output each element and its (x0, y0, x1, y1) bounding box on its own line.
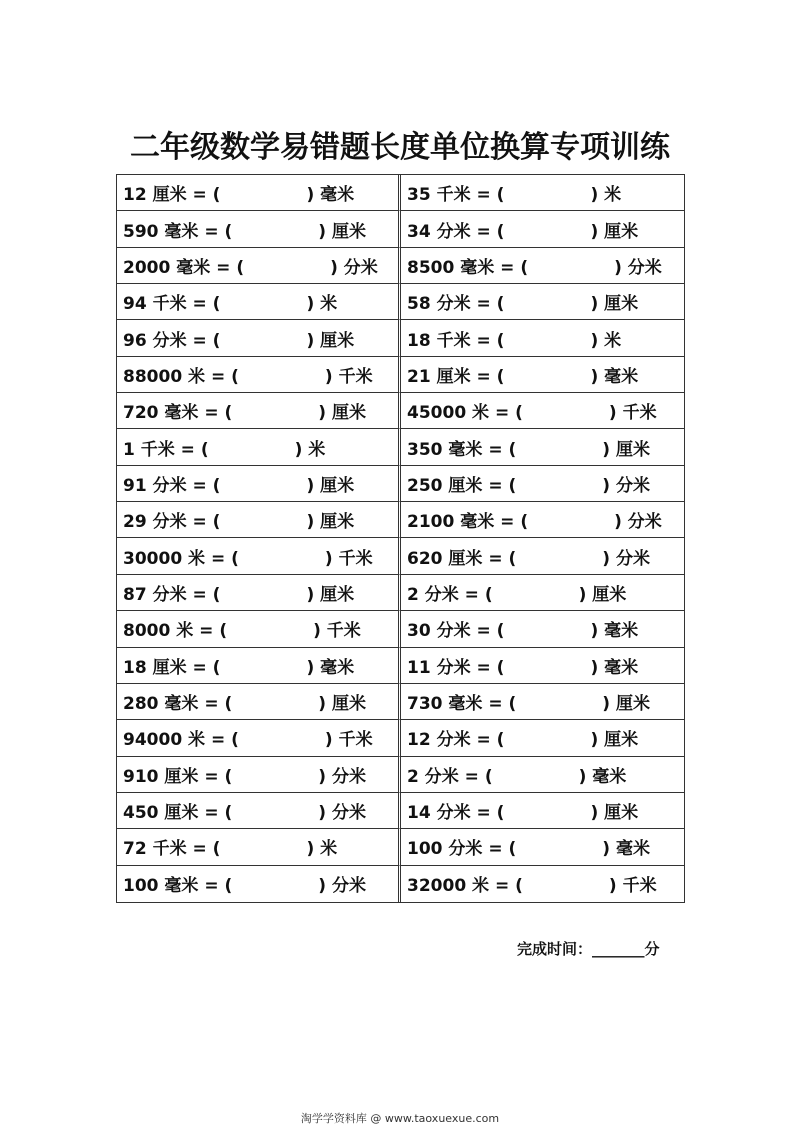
problem-prefix: 11 分米 = ( (407, 657, 505, 678)
problem-prefix: 35 千米 = ( (407, 185, 505, 206)
problem-suffix: ) 厘米 (578, 585, 627, 606)
conversion-problem (401, 793, 684, 829)
conversion-problem (401, 611, 684, 647)
problem-prefix: 350 毫米 = ( (407, 439, 517, 460)
problem-prefix: 96 分米 = ( (123, 330, 221, 351)
problem-prefix: 250 厘米 = ( (407, 475, 517, 496)
problem-suffix: ) 千米 (608, 403, 657, 424)
conversion-problem (401, 393, 684, 429)
conversion-problem (401, 284, 684, 320)
source-watermark: 淘学学资料库 @ www.taoxuexue.com (300, 1112, 500, 1125)
problem-prefix: 2 分米 = ( (407, 585, 493, 606)
conversion-problem (117, 538, 401, 574)
problem-suffix: ) 厘米 (590, 730, 639, 751)
problem-prefix: 590 毫米 = ( (123, 221, 233, 242)
problem-prefix: 91 分米 = ( (123, 475, 221, 496)
problem-prefix: 2000 毫米 = ( (123, 257, 245, 278)
problem-suffix: ) 厘米 (590, 221, 639, 242)
problem-suffix: ) 厘米 (318, 694, 366, 715)
problem-prefix: 1 千米 = ( (123, 439, 209, 460)
problem-suffix: ) 厘米 (602, 694, 650, 715)
problem-prefix: 18 厘米 = ( (123, 657, 221, 678)
problem-suffix: ) 毫米 (306, 185, 355, 206)
problem-suffix: ) 毫米 (602, 839, 650, 860)
conversion-problem (401, 866, 684, 902)
problem-suffix: ) 厘米 (590, 803, 639, 824)
problem-suffix: ) 毫米 (590, 657, 639, 678)
problem-suffix: ) 厘米 (306, 330, 355, 351)
conversion-problem (401, 538, 684, 574)
conversion-problem (401, 720, 684, 756)
problem-prefix: 45000 米 = ( (407, 403, 523, 424)
problem-prefix: 280 毫米 = ( (123, 694, 233, 715)
conversion-problem (117, 466, 401, 502)
conversion-problem (401, 757, 684, 793)
problem-prefix: 100 分米 = ( (407, 839, 517, 860)
conversion-table (116, 174, 685, 903)
problem-suffix: ) 厘米 (306, 475, 355, 496)
problem-prefix: 14 分米 = ( (407, 803, 505, 824)
conversion-problem (401, 211, 684, 247)
conversion-problem (117, 720, 401, 756)
problem-suffix: ) 毫米 (306, 657, 355, 678)
conversion-problem (117, 648, 401, 684)
problem-prefix: 12 分米 = ( (407, 730, 505, 751)
problem-prefix: 8000 米 = ( (123, 621, 228, 642)
conversion-problem (117, 611, 401, 647)
problem-prefix: 30000 米 = ( (123, 548, 239, 569)
conversion-problem (401, 320, 684, 356)
problem-suffix: ) 分米 (602, 548, 650, 569)
problem-suffix: ) 分米 (602, 475, 650, 496)
conversion-problem (117, 829, 401, 865)
problem-prefix: 910 厘米 = ( (123, 766, 233, 787)
problem-prefix: 34 分米 = ( (407, 221, 505, 242)
conversion-problem (401, 648, 684, 684)
problem-prefix: 88000 米 = ( (123, 366, 239, 387)
problem-prefix: 21 厘米 = ( (407, 366, 505, 387)
conversion-problem (117, 429, 401, 465)
problem-suffix: ) 千米 (608, 876, 657, 897)
conversion-problem (117, 684, 401, 720)
conversion-problem (401, 175, 684, 211)
conversion-problem (401, 502, 684, 538)
conversion-problem (401, 357, 684, 393)
conversion-problem (117, 248, 401, 284)
problem-prefix: 620 厘米 = ( (407, 548, 517, 569)
problem-suffix: ) 米 (306, 294, 338, 315)
conversion-problem (401, 829, 684, 865)
conversion-problem (401, 466, 684, 502)
problem-prefix: 450 厘米 = ( (123, 803, 233, 824)
problem-suffix: ) 千米 (324, 366, 373, 387)
problem-suffix: ) 厘米 (306, 512, 355, 533)
conversion-problem (117, 175, 401, 211)
conversion-problem (117, 357, 401, 393)
problem-prefix: 2100 毫米 = ( (407, 512, 529, 533)
conversion-problem (117, 757, 401, 793)
completion-time-label: 完成时间：_______分 (517, 940, 660, 958)
worksheet-title: 二年级数学易错题长度单位换算专项训练 (130, 130, 670, 165)
conversion-problem (401, 575, 684, 611)
problem-suffix: ) 米 (306, 839, 338, 860)
problem-prefix: 18 千米 = ( (407, 330, 505, 351)
conversion-problem (401, 248, 684, 284)
problem-prefix: 720 毫米 = ( (123, 403, 233, 424)
problem-prefix: 87 分米 = ( (123, 585, 221, 606)
problem-suffix: ) 分米 (330, 257, 378, 278)
conversion-problem (117, 502, 401, 538)
problem-suffix: ) 厘米 (590, 294, 639, 315)
problem-prefix: 72 千米 = ( (123, 839, 221, 860)
conversion-problem (117, 793, 401, 829)
conversion-problem (117, 575, 401, 611)
problem-prefix: 58 分米 = ( (407, 294, 505, 315)
problem-prefix: 100 毫米 = ( (123, 876, 233, 897)
problem-suffix: ) 厘米 (318, 403, 366, 424)
problem-suffix: ) 分米 (318, 803, 366, 824)
conversion-problem (117, 284, 401, 320)
problem-suffix: ) 米 (294, 439, 326, 460)
problem-prefix: 8500 毫米 = ( (407, 257, 529, 278)
problem-suffix: ) 毫米 (590, 366, 639, 387)
problem-suffix: ) 米 (590, 330, 622, 351)
problem-prefix: 32000 米 = ( (407, 876, 523, 897)
conversion-problem (117, 211, 401, 247)
problem-prefix: 730 毫米 = ( (407, 694, 517, 715)
problem-suffix: ) 米 (590, 185, 622, 206)
problem-prefix: 29 分米 = ( (123, 512, 221, 533)
problem-prefix: 12 厘米 = ( (123, 185, 221, 206)
problem-prefix: 94 千米 = ( (123, 294, 221, 315)
problem-suffix: ) 分米 (614, 257, 662, 278)
problem-suffix: ) 分米 (614, 512, 662, 533)
conversion-problem (117, 866, 401, 902)
problem-suffix: ) 分米 (318, 876, 366, 897)
problem-suffix: ) 分米 (318, 766, 366, 787)
problem-suffix: ) 厘米 (318, 221, 366, 242)
problem-suffix: ) 千米 (324, 548, 373, 569)
conversion-problem (117, 320, 401, 356)
conversion-problem (401, 684, 684, 720)
problem-suffix: ) 厘米 (602, 439, 650, 460)
problem-suffix: ) 厘米 (306, 585, 355, 606)
problem-prefix: 94000 米 = ( (123, 730, 239, 751)
problem-suffix: ) 千米 (324, 730, 373, 751)
problem-prefix: 2 分米 = ( (407, 766, 493, 787)
conversion-problem (401, 429, 684, 465)
problem-prefix: 30 分米 = ( (407, 621, 505, 642)
problem-suffix: ) 毫米 (578, 766, 627, 787)
problem-suffix: ) 千米 (313, 621, 361, 642)
conversion-problem (117, 393, 401, 429)
problem-suffix: ) 毫米 (590, 621, 639, 642)
